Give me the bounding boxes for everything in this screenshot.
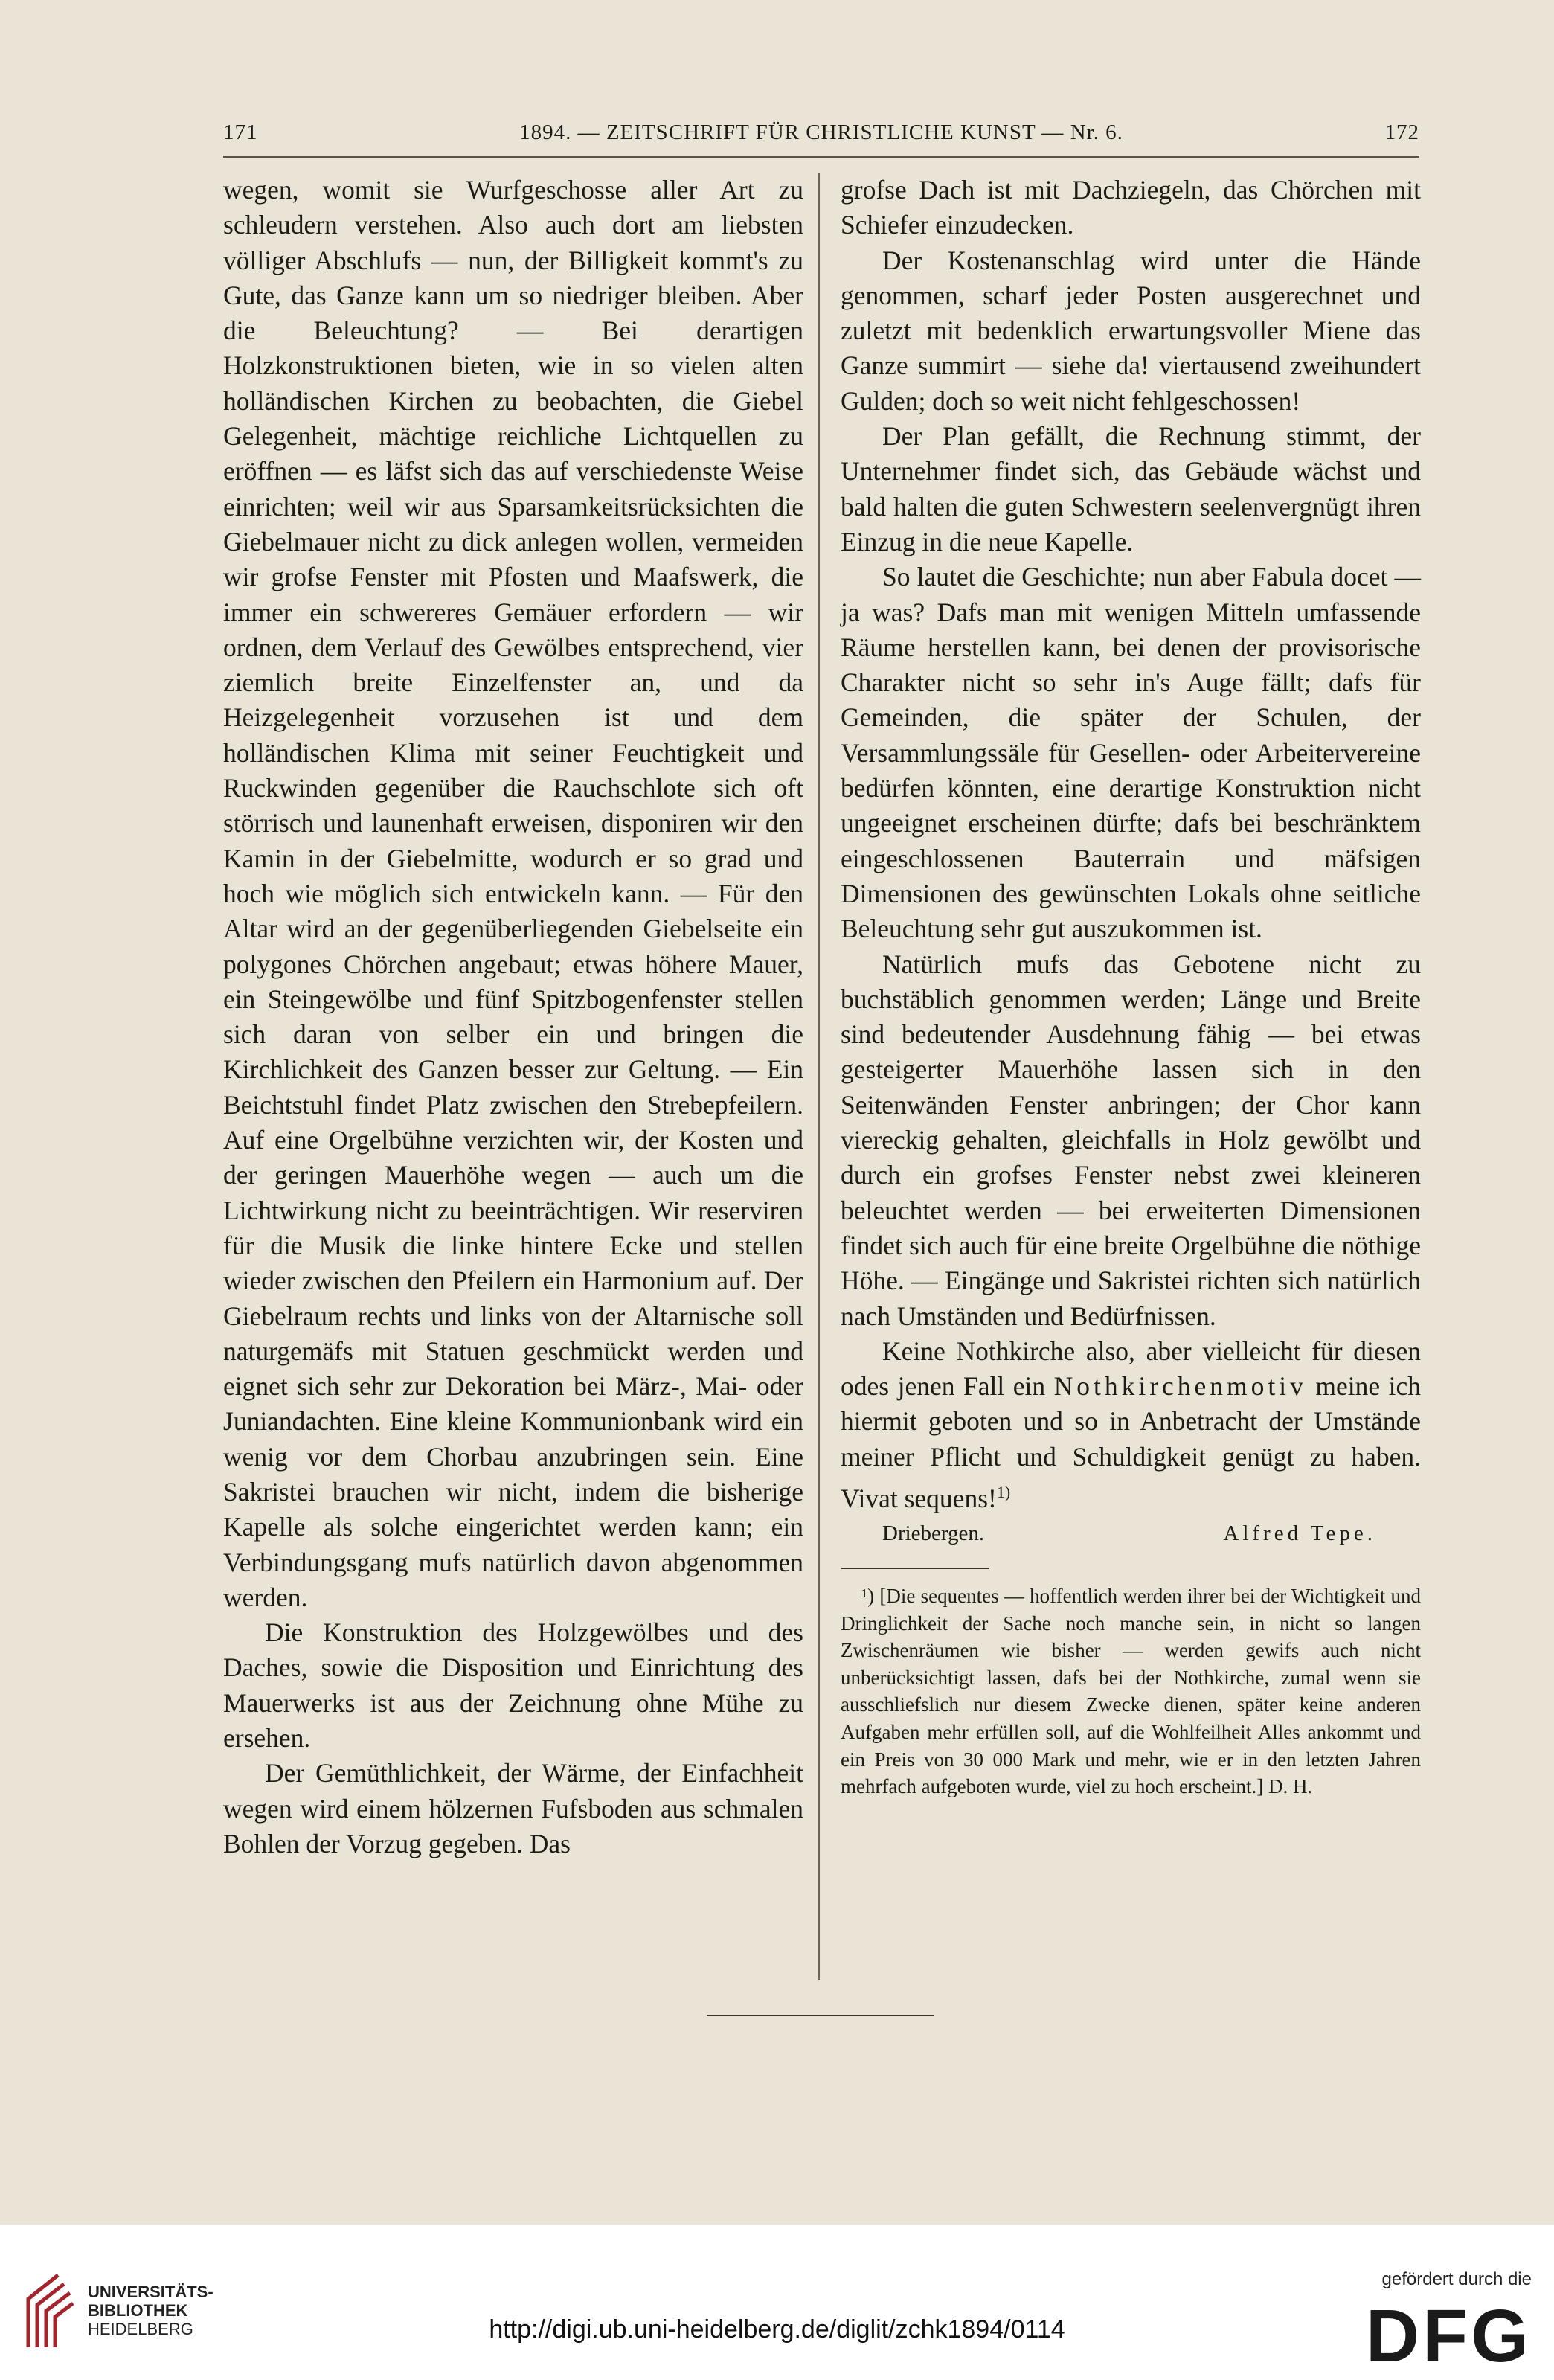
paragraph: Der Kostenanschlag wird unter die Hände genommen, scharf jeder Posten ausgerechnet und zuletzt mit bedenklich erwartungsvoller Miene das Ganze summirt — siehe da! viertausend zweihundert Gulden; doch so weit nicht fehlgeschossen! <box>841 245 1421 416</box>
footnote-rule <box>841 1568 989 1569</box>
closing-text-end: meine ich hiermit geboten und so in Anbetracht der Umstände meiner Pflicht und Schuldigkeit genügt zu haben. Vivat sequens! <box>841 1371 1421 1513</box>
closing-text-start: Keine Nothkirche also, aber vielleicht für diesen odes jenen Fall ein <box>841 1335 1421 1402</box>
closing-paragraph <box>841 1334 1421 1516</box>
right-column <box>841 173 1421 1800</box>
spaced-emphasis: Nothkirchenmotiv <box>1053 1371 1307 1402</box>
footnote-reference: 1) <box>996 1482 1011 1501</box>
paragraph: Der Gemüthlichkeit, der Wärme, der Einfachheit wegen wird einem hölzernen Fufsboden aus schmalen Bohlen der Vorzug gegeben. Das <box>223 1758 803 1858</box>
funder-caption: gefördert durch die <box>1381 2269 1532 2289</box>
footnote: ¹) [Die sequentes — hoffentlich werden ihrer bei der Wichtigkeit und Dringlichkeit der Sache noch manche sein, in nicht so langen Zwischenräumen wie bisher — werden gewifs auch nicht unberücksichtigt lassen, dafs bei der Nothkirche, zumal wenn sie ausschliefslich nur diesem Zwecke dienen, später keine anderen Aufgaben mehr erfüllen soll, auf die Wohlfeilheit Alles ankommt und ein Preis von 30 000 Mark und mehr, wie er in den letzten Jahren mehrfach aufgeboten wurde, viel zu hoch erscheint.] D. H. <box>841 1585 1421 1798</box>
page-number-right: 172 <box>1384 121 1419 144</box>
journal-title: 1894. — ZEITSCHRIFT FÜR CHRISTLICHE KUNST — Nr. 6. <box>519 121 1123 144</box>
paragraph: wegen, womit sie Wurfgeschosse aller Art zu schleudern verstehen. Also auch dort am liebsten völliger Abschlufs — nun, der Billigkeit kommt's zu Gute, das Ganze kann um so niedriger bleiben. Aber die Beleuchtung? — Bei derartigen Holzkonstruktionen bieten, wie in so vielen alten holländischen Kirchen zu beobachten, die Giebel Gelegenheit, mächtige reichliche Lichtquellen zu eröffnen — es läfst sich das auf verschiedenste Weise einrichten; weil wir aus Sparsamkeitsrücksichten die Giebelmauer nicht zu dick anlegen wollen, vermeiden wir grofse Fenster mit Pfosten und Maafswerk, die immer ein schwereres Gemäuer erfordern — wir ordnen, dem Verlauf des Gewölbes entsprechend, vier ziemlich breite Einzelfenster an, und da Heizgelegenheit vorzusehen ist und dem holländischen Klima mit seiner Feuchtigkeit und Ruckwinden gegenüber die Rauchschlote sich oft störrisch und launenhaft erweisen, disponiren wir den Kamin in der Giebelmitte, wodurch er so grad und hoch wie möglich sich entwickeln kann. — Für den Altar wird an der gegenüberliegenden Giebelseite ein polygones Chörchen angebaut; etwas höhere Mauer, ein Steingewölbe und fünf Spitzbogenfenster stellen sich daran von selber ein und bringen die Kirchlichkeit des Ganzen besser zur Geltung. — Ein Beichtstuhl findet Platz zwischen den Strebepfeilern. Auf eine Orgelbühne verzichten wir, der Kosten und der geringen Mauerhöhe wegen — auch um die Lichtwirkung nicht zu beeinträchtigen. Wir reserviren für die Musik die linke hintere Ecke und stellen wieder zwischen den Pfeilern ein Harmonium auf. Der Giebelraum rechts und links von der Altarnische soll naturgemäfs mit Statuen geschmückt werden und eignet sich sehr zur Dekoration bei März-, Mai- oder Juniandachten. Eine kleine Kommunionbank wird ein wenig vor dem Chorbau anzubringen sein. Eine Sakristei brauchen wir nicht, indem die bisherige Kapelle als solche eingerichtet werden kann; ein Verbindungsgang mufs natürlich davon abgenommen werden. <box>223 175 803 1612</box>
dfg-logo: DFG <box>1365 2294 1532 2378</box>
paragraph: Natürlich mufs das Gebotene nicht zu buchstäblich genommen werden; Länge und Breite sind bedeutender Ausdehnung fähig — bei etwas gesteigerter Mauerhöhe lassen sich in den Seitenwänden Fenster anbringen; der Chor kann viereckig gehalten, gleichfalls in Holz gewölbt und durch ein grofses Fenster nebst zwei kleineren beleuchtet werden — bei erweiterten Dimensionen findet sich auch für eine breite Orgelbühne die nöthige Höhe. — Eingänge und Sakristei richten sich natürlich nach Umständen und Bedürfnissen. <box>841 949 1421 1331</box>
source-url-link[interactable]: http://digi.ub.uni-heidelberg.de/diglit/zchk1894/0114 <box>489 2315 1065 2344</box>
end-rule <box>707 2015 934 2016</box>
paragraph: So lautet die Geschichte; nun aber Fabula docet — ja was? Dafs man mit wenigen Mitteln umfassende Räume herstellen kann, bei denen der provisorische Charakter nicht so sehr in's Auge fällt; dafs für Gemeinden, die später der Schulen, der Versammlungssäle für Gesellen- oder Arbeitervereine bedürfen könnten, eine derartige Konstruktion nicht ungeeignet erscheinen dürfte; dafs bei beschränktem eingeschlossenen Bauterrain und mäfsigen Dimensionen des gewünschten Lokals ohne seitliche Beleuchtung sehr gut auszukommen ist. <box>841 562 1421 944</box>
library-name-line: HEIDELBERG <box>88 2320 193 2338</box>
library-name-line: BIBLIOTHEK <box>88 2301 188 2320</box>
column-divider <box>818 173 820 1980</box>
signature-place: Driebergen. <box>882 1521 985 1546</box>
signature-row <box>841 1516 1421 1551</box>
library-name-line: UNIVERSITÄTS- <box>88 2283 213 2301</box>
paragraph: Die Konstruktion des Holzgewölbes und des Daches, sowie die Disposition und Einrichtung des Mauerwerks ist aus der Zeichnung ohne Mühe zu ersehen. <box>223 1617 803 1754</box>
signature-author: Alfred Tepe. <box>1223 1521 1376 1546</box>
paragraph: Der Plan gefällt, die Rechnung stimmt, der Unternehmer findet sich, das Gebäude wächst und bald halten die guten Schwestern seelenvergnügt ihren Einzug in die neue Kapelle. <box>841 421 1421 556</box>
header-rule <box>223 156 1419 158</box>
running-header <box>223 121 1419 150</box>
paragraph: grofse Dach ist mit Dachziegeln, das Chörchen mit Schiefer einzudecken. <box>841 175 1421 240</box>
left-column <box>223 173 803 1861</box>
page-number-left: 171 <box>223 121 258 144</box>
